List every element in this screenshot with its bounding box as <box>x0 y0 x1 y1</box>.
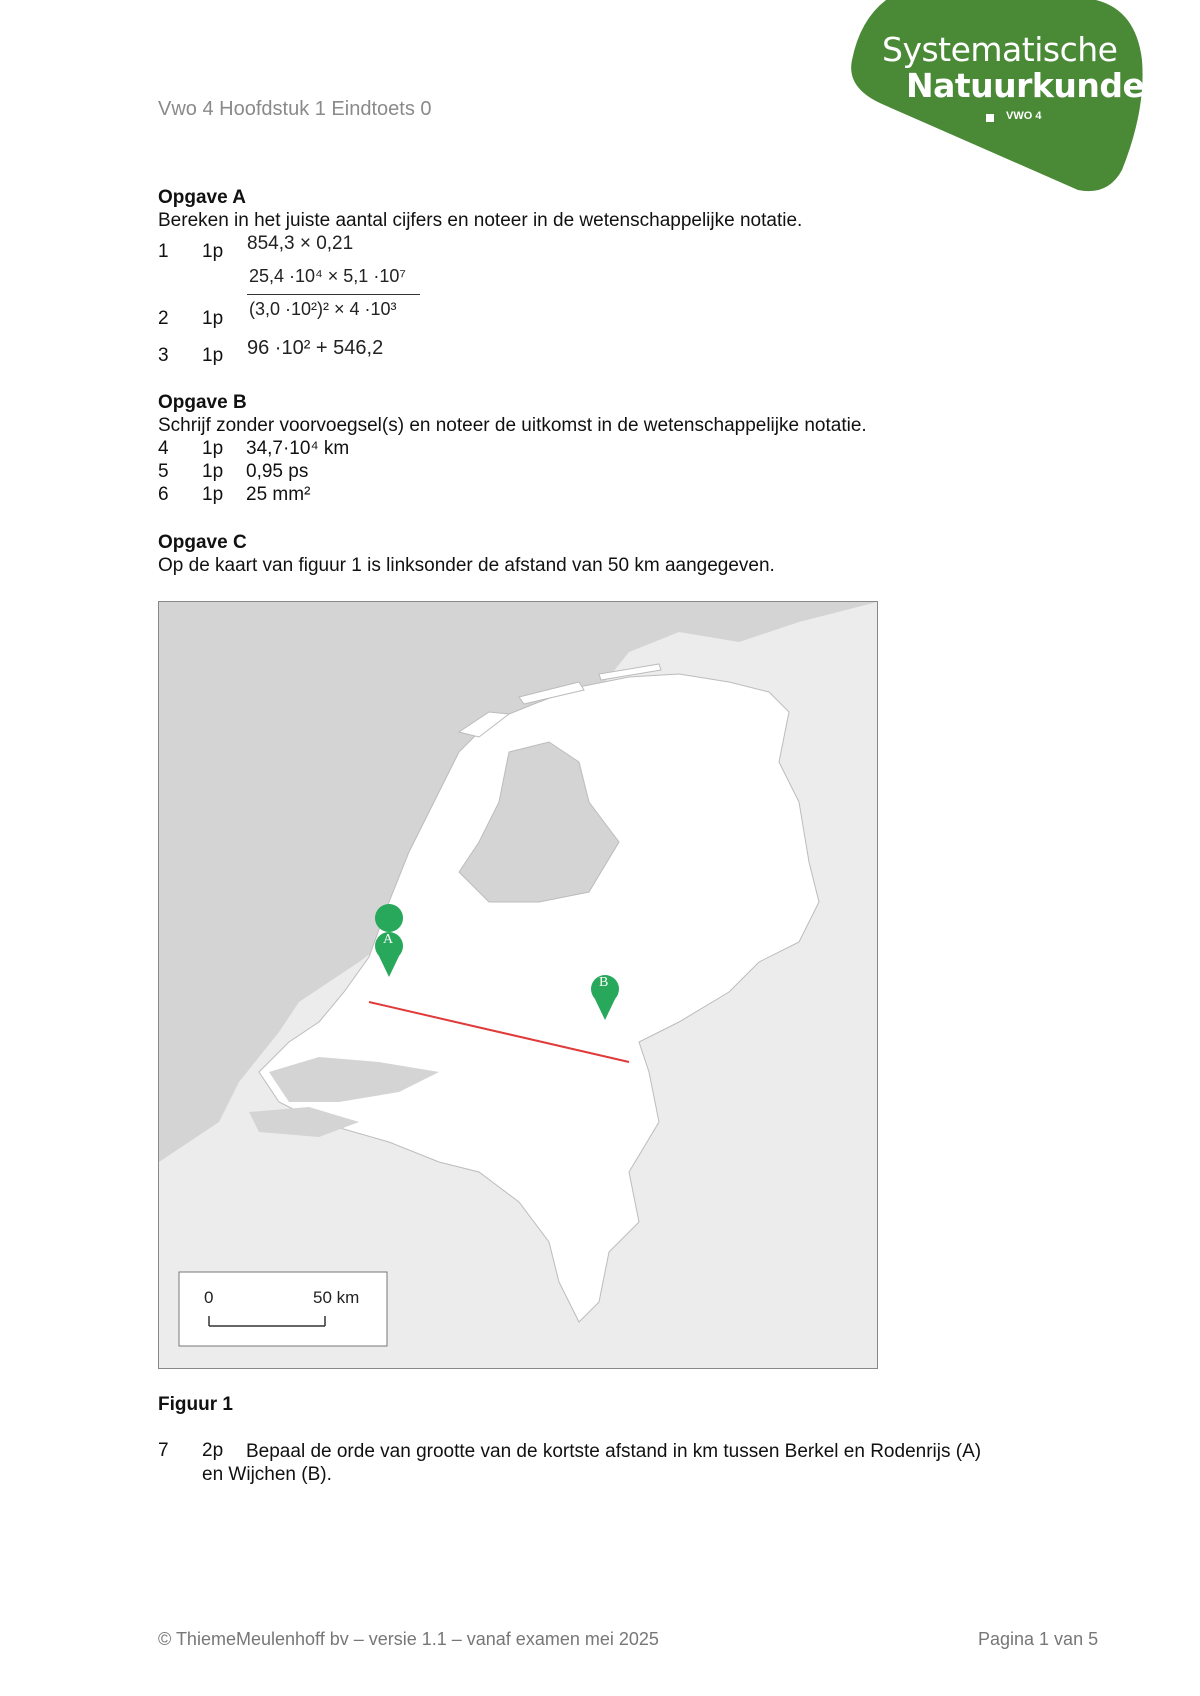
question-number: 5 <box>158 461 169 482</box>
question-text-line-1: Bepaal de orde van grootte van de kortste afstand in km tussen Berkel en Rodenrijs (A) <box>246 1441 982 1462</box>
scale-zero: 0 <box>204 1288 214 1307</box>
marker-a-label: A <box>383 932 394 947</box>
question-points: 1p <box>202 308 224 329</box>
question-points: 1p <box>202 241 224 262</box>
logo-line-2: Natuurkunde <box>906 66 1145 105</box>
logo-line-3: VWO 4 <box>1006 110 1042 122</box>
opgave-b-instruction: Schrijf zonder voorvoegsel(s) en noteer de uitkomst in de wetenschappelijke notatie. <box>158 415 867 436</box>
question-points: 1p <box>202 484 224 505</box>
question-points: 1p <box>202 345 224 366</box>
footer-page-number: Pagina 1 van 5 <box>978 1629 1099 1649</box>
figure-caption: Figuur 1 <box>158 1394 233 1415</box>
question-points: 2p <box>202 1440 224 1461</box>
logo <box>846 0 1146 196</box>
expression-2-denominator: (3,0 ·10²)² × 4 ·10³ <box>249 299 397 319</box>
question-number: 6 <box>158 484 169 505</box>
opgave-c-instruction: Op de kaart van figuur 1 is linksonder de afstand van 50 km aangegeven. <box>158 555 775 576</box>
map-svg <box>159 602 877 1368</box>
fraction-line <box>247 294 420 295</box>
question-number: 2 <box>158 308 169 329</box>
document-header: Vwo 4 Hoofdstuk 1 Eindtoets 0 <box>158 98 432 120</box>
opgave-a-title: Opgave A <box>158 187 246 208</box>
question-number: 7 <box>158 1440 169 1461</box>
footer-copyright: © ThiemeMeulenhoff bv – versie 1.1 – vanaf examen mei 2025 <box>158 1629 659 1649</box>
logo-line-1: Systematische <box>882 30 1118 69</box>
scale-box <box>179 1272 387 1346</box>
question-number: 3 <box>158 345 169 366</box>
question-number: 4 <box>158 438 169 459</box>
question-points: 1p <box>202 438 224 459</box>
opgave-c-title: Opgave C <box>158 532 247 553</box>
question-text-line-2: en Wijchen (B). <box>202 1464 332 1485</box>
question-points: 1p <box>202 461 224 482</box>
logo-square-icon <box>986 114 994 122</box>
unit-value: 34,7·10⁴ km <box>246 438 350 459</box>
marker-b-label: B <box>599 975 609 990</box>
expression-2-numerator: 25,4 ·10⁴ × 5,1 ·10⁷ <box>249 266 406 286</box>
unit-value: 0,95 ps <box>246 461 309 482</box>
expression-3: 96 ·10² + 546,2 <box>247 337 384 359</box>
question-number: 1 <box>158 241 169 262</box>
scale-label: 50 km <box>313 1288 360 1307</box>
opgave-b-title: Opgave B <box>158 392 247 413</box>
unit-value: 25 mm² <box>246 484 311 505</box>
opgave-a-instruction: Bereken in het juiste aantal cijfers en noteer in de wetenschappelijke notatie. <box>158 210 803 231</box>
netherlands-map <box>158 601 878 1369</box>
expression-1: 854,3 × 0,21 <box>247 233 354 254</box>
